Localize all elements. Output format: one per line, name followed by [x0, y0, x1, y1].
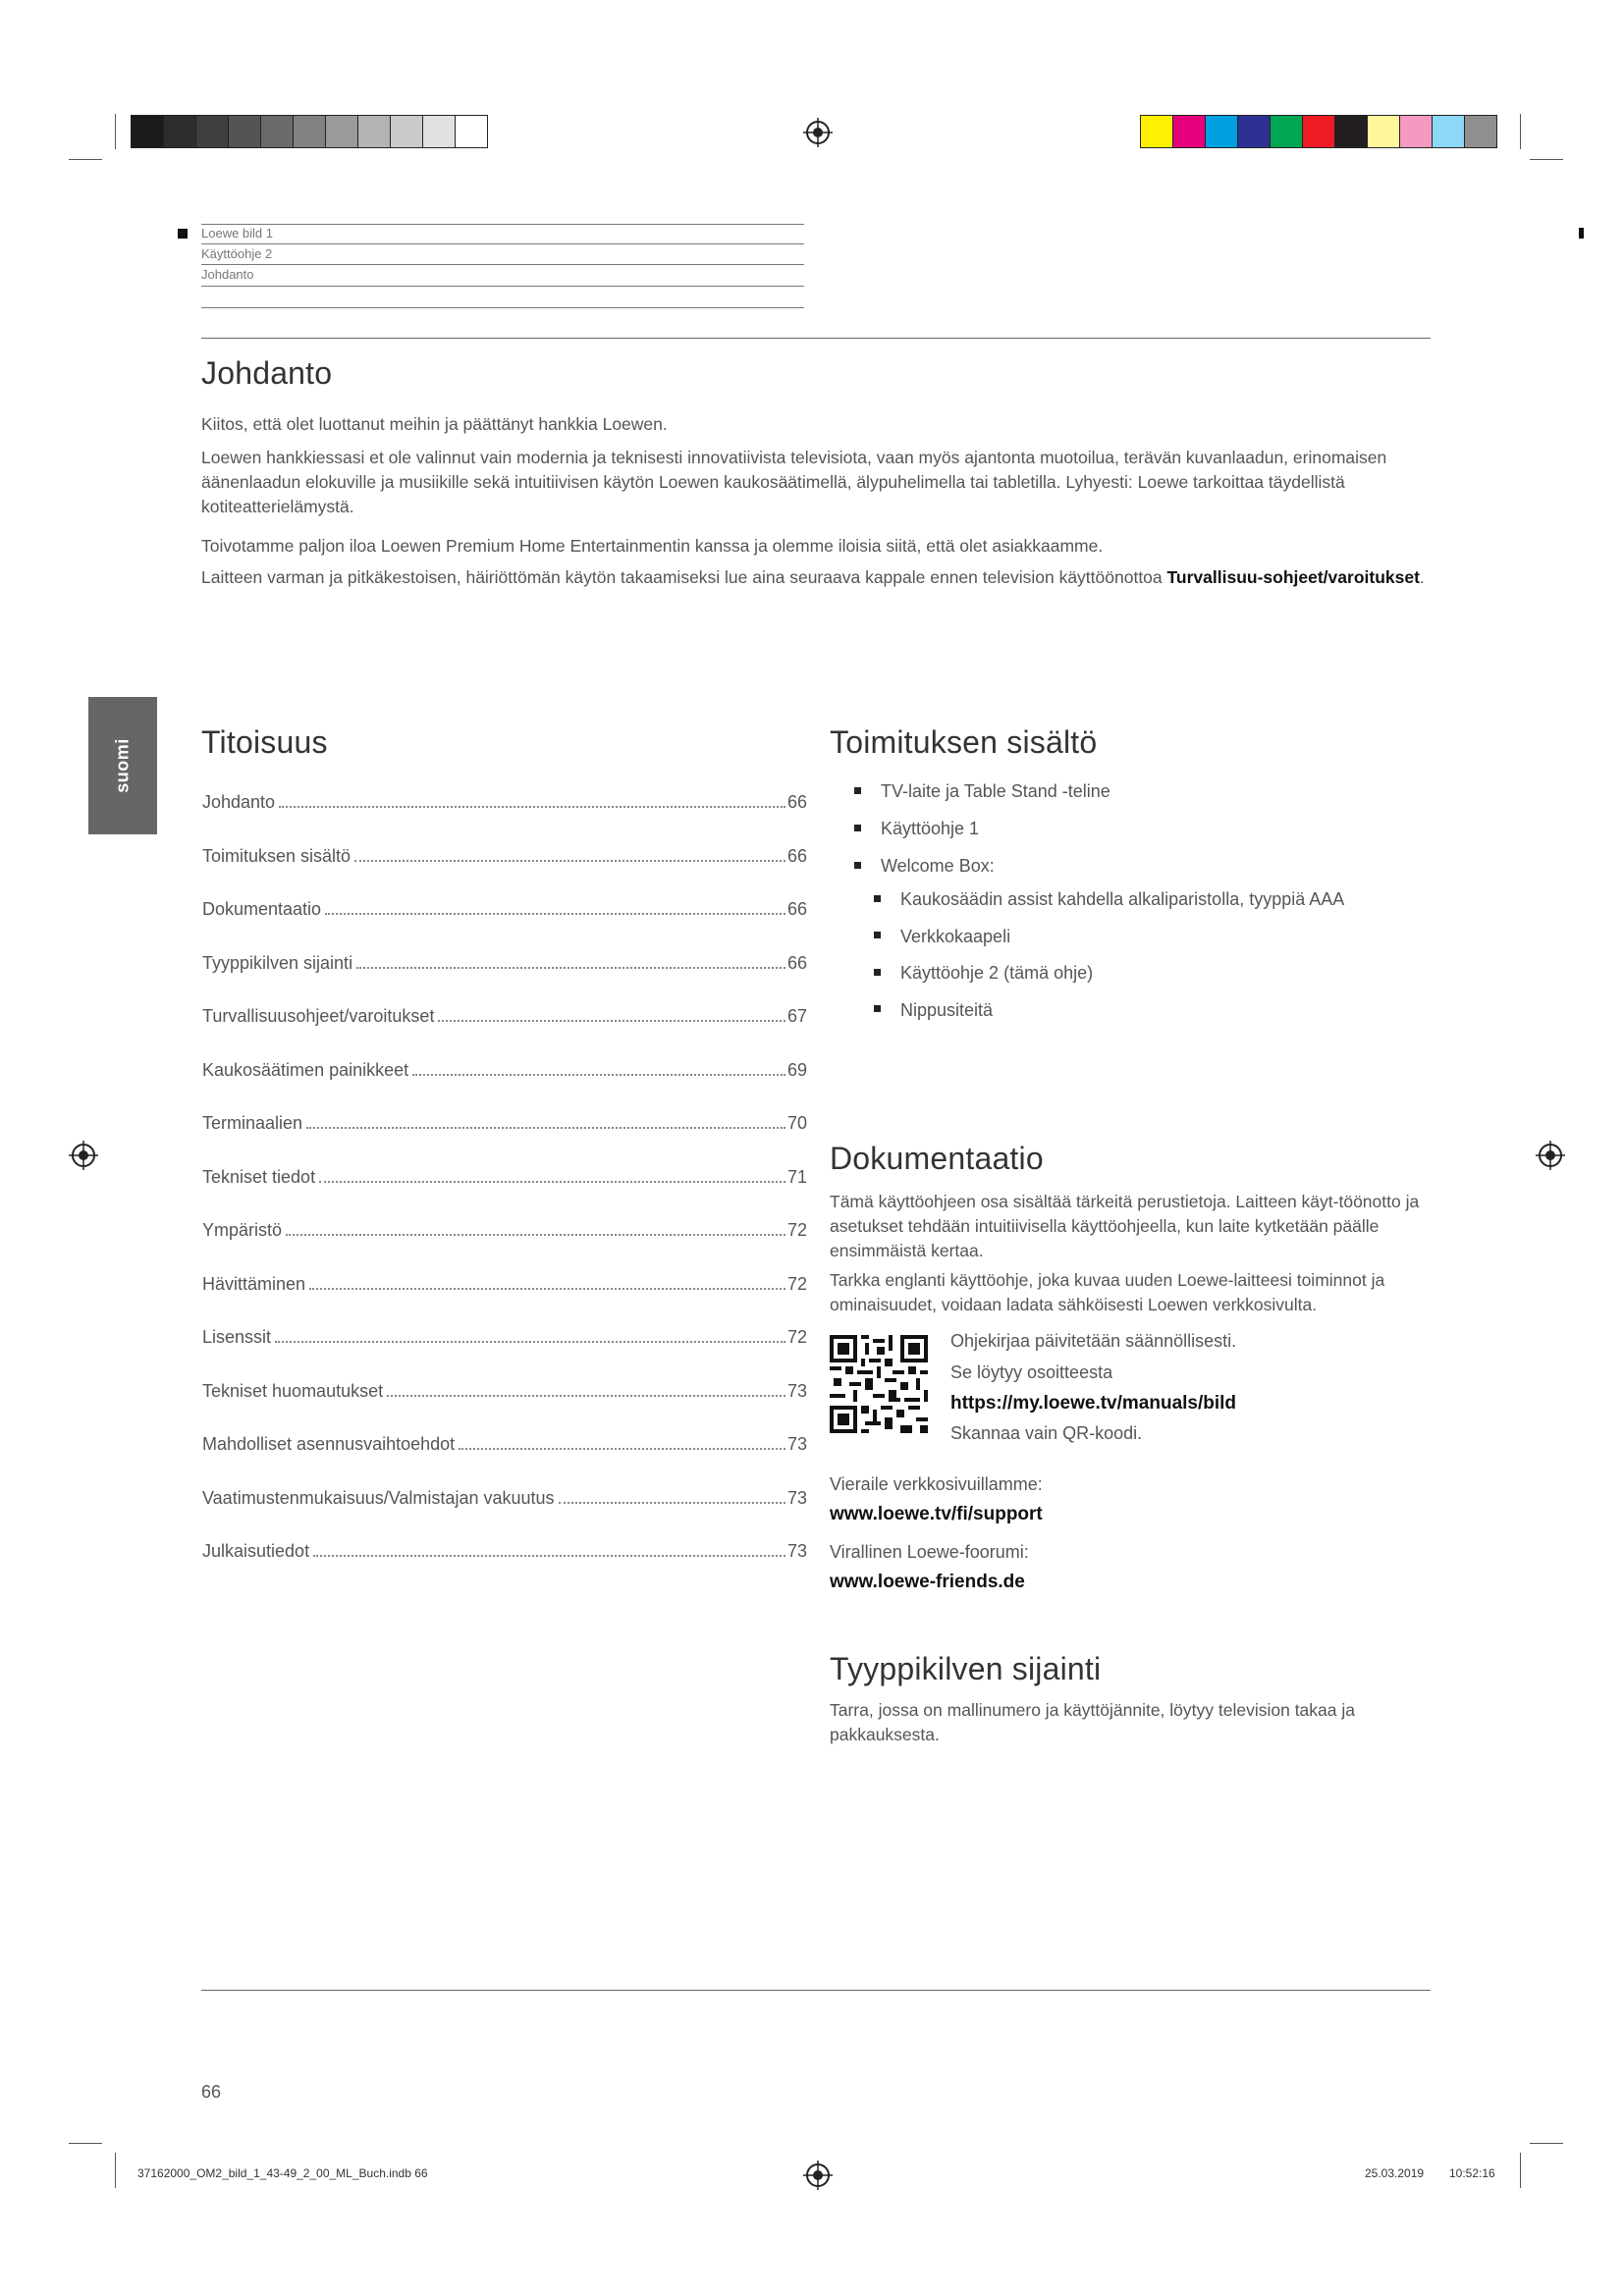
toc-entry-page: 73 — [786, 1541, 807, 1561]
divider — [201, 307, 804, 308]
process-color-swatch — [1465, 116, 1496, 147]
toc-entry-label: Hävittäminen — [202, 1273, 306, 1294]
process-color-swatch — [1433, 116, 1465, 147]
bullet-icon — [874, 969, 881, 976]
toc-entry-label: Turvallisuusohjeet/varoitukset — [202, 1006, 435, 1026]
grayscale-swatch — [423, 116, 456, 147]
toc-entry[interactable] — [202, 948, 807, 974]
toc-entry-page: 66 — [786, 952, 807, 973]
forum-label: Virallinen Loewe-foorumi: — [830, 1542, 1029, 1562]
crop-mark — [1530, 159, 1563, 160]
divider — [201, 243, 804, 244]
toc-entry[interactable] — [202, 841, 807, 867]
toc-leader-dots — [309, 1288, 785, 1290]
toc-entry[interactable] — [202, 1322, 807, 1348]
delivery-subitem-label: Käyttöohje 2 (tämä ohje) — [900, 963, 1094, 983]
toc-entry-label: Lisenssit — [202, 1327, 272, 1347]
delivery-item — [854, 853, 995, 879]
docs-paragraph: Tarkka englanti käyttöohje, joka kuvaa uuden Loewe-laitteesi toiminnot ja ominaisuudet, voidaan ladata sähköisesti Loewen verkkosivulta. — [830, 1270, 1385, 1314]
process-color-swatch — [1271, 116, 1303, 147]
print-file-info: 37162000_OM2_bild_1_43-49_2_00_ML_Buch.indb 66 — [137, 2166, 428, 2180]
manuals-link[interactable]: https://my.loewe.tv/manuals/bild — [950, 1393, 1237, 1414]
toc-entry[interactable] — [202, 1536, 807, 1562]
bullet-icon — [854, 862, 861, 869]
grayscale-swatch — [164, 116, 196, 147]
page-number: 66 — [201, 2082, 222, 2102]
toc-leader-dots — [459, 1448, 785, 1450]
process-color-swatch — [1368, 116, 1400, 147]
qr-code-icon — [830, 1335, 928, 1433]
toc-leader-dots — [354, 860, 785, 862]
toc-entry[interactable] — [202, 1269, 807, 1295]
intro-paragraph: Loewen hankkiessasi et ole valinnut vain modernia ja teknisesti innovatiivista televisiota, vaan myös ajantonta muotoilua, terävän kuvanlaadun, erinomaisen äänenlaadun elokuville ja musiikille sekä intuitiivisen käytön Loewen kaukosäätimellä, älypuhelimella tai tabletilla. Lyhyesti: Loewe tarkoittaa täydellistä kotiteatterielämystä. — [201, 448, 1387, 516]
toc-leader-dots — [306, 1127, 785, 1129]
docs-paragraph: Tämä käyttöohjeen osa sisältää tärkeitä perustietoja. Laitteen käyt-töönotto ja asetukset tehdään intuitiivisella käyttöohjeella, kun laite kytketään päälle ensimmäistä kertaa. — [830, 1192, 1420, 1260]
toc-leader-dots — [319, 1181, 785, 1183]
breadcrumb-item: Johdanto — [201, 267, 254, 282]
grayscale-swatch — [229, 116, 261, 147]
crop-mark — [69, 2143, 102, 2144]
toc-leader-dots — [275, 1341, 785, 1343]
registration-mark-icon — [69, 1141, 98, 1170]
delivery-subitem-label: Verkkokaapeli — [900, 926, 1011, 946]
toc-entry[interactable] — [202, 1001, 807, 1027]
bullet-icon — [874, 932, 881, 938]
grayscale-color-bar — [131, 115, 488, 148]
grayscale-swatch — [132, 116, 164, 147]
toc-entry-label: Vaatimustenmukaisuus/Valmistajan vakuutus — [202, 1487, 555, 1508]
print-time: 10:52:16 — [1449, 2166, 1495, 2180]
toc-entry-page: 72 — [786, 1273, 807, 1294]
bullet-icon — [874, 1005, 881, 1012]
grayscale-swatch — [358, 116, 391, 147]
language-label: suomi — [112, 738, 133, 793]
grayscale-swatch — [326, 116, 358, 147]
toc-leader-dots — [559, 1502, 785, 1504]
toc-entry-page: 70 — [786, 1113, 807, 1133]
toc-entry-page: 72 — [786, 1327, 807, 1347]
delivery-item — [854, 816, 979, 841]
delivery-subitem — [874, 886, 1344, 912]
registration-mark-icon — [1536, 1141, 1565, 1170]
toc-leader-dots — [356, 967, 785, 969]
typeplate-title: Tyyppikilven sijainti — [830, 1651, 1102, 1686]
intro-title: Johdanto — [201, 355, 333, 391]
grayscale-swatch — [456, 116, 487, 147]
divider — [201, 264, 804, 265]
bullet-icon — [854, 787, 861, 794]
intro-text: Laitteen varman ja pitkäkestoisen, häiriöttömän käytön takaamiseksi lue aina seuraava kappale ennen television käyttöönottoa — [201, 567, 1163, 587]
qr-info-text: Skannaa vain QR-koodi. — [950, 1423, 1143, 1443]
crop-mark — [1520, 114, 1521, 149]
toc-entry[interactable] — [202, 1483, 807, 1509]
toc-entry[interactable] — [202, 1055, 807, 1081]
crop-mark — [115, 2153, 116, 2188]
toc-leader-dots — [438, 1020, 785, 1022]
breadcrumb-item: Loewe bild 1 — [201, 226, 273, 240]
grayscale-swatch — [196, 116, 229, 147]
toc-entry-label: Tyyppikilven sijainti — [202, 952, 353, 973]
registration-mark-icon — [803, 2161, 833, 2190]
divider — [201, 286, 804, 287]
delivery-item — [854, 778, 1110, 804]
delivery-title: Toimituksen sisältö — [830, 724, 1098, 760]
process-color-swatch — [1141, 116, 1173, 147]
language-side-tab — [88, 697, 157, 834]
divider — [201, 224, 804, 225]
grayscale-swatch — [261, 116, 294, 147]
delivery-subitem — [874, 997, 993, 1023]
grayscale-swatch — [391, 116, 423, 147]
toc-entry[interactable] — [202, 1215, 807, 1241]
intro-paragraph: Toivotamme paljon iloa Loewen Premium Home Entertainmentin kanssa ja olemme iloisia siitä, että olet asiakkaamme. — [201, 536, 1104, 556]
toc-entry-page: 71 — [786, 1166, 807, 1187]
toc-entry-page: 66 — [786, 792, 807, 812]
bullet-icon — [874, 895, 881, 902]
qr-info-text: Se löytyy osoitteesta — [950, 1362, 1113, 1382]
process-color-swatch — [1238, 116, 1271, 147]
toc-leader-dots — [286, 1234, 785, 1236]
toc-entry-label: Johdanto — [202, 792, 276, 812]
toc-entry-label: Toimituksen sisältö — [202, 845, 352, 866]
toc-entry-page: 67 — [786, 1006, 807, 1026]
toc-entry-label: Julkaisutiedot — [202, 1541, 310, 1561]
toc-entry[interactable] — [202, 894, 807, 920]
toc-entry-label: Terminaalien — [202, 1113, 303, 1133]
toc-entry[interactable] — [202, 787, 807, 813]
crop-mark — [69, 159, 102, 160]
process-color-swatch — [1400, 116, 1433, 147]
bullet-marker — [178, 229, 188, 239]
toc-entry-page: 73 — [786, 1487, 807, 1508]
toc-entry-page: 69 — [786, 1059, 807, 1080]
toc-entry-page: 73 — [786, 1380, 807, 1401]
delivery-item-label: Käyttöohje 1 — [881, 819, 980, 838]
toc-leader-dots — [412, 1074, 785, 1076]
toc-leader-dots — [279, 806, 785, 808]
toc-entry-page: 73 — [786, 1434, 807, 1454]
toc-entry-label: Kaukosäätimen painikkeet — [202, 1059, 409, 1080]
toc-entry-page: 66 — [786, 845, 807, 866]
process-color-swatch — [1303, 116, 1335, 147]
crop-mark — [1520, 2153, 1521, 2188]
toc-leader-dots — [387, 1395, 785, 1397]
safety-link-text: Turvallisuu-sohjeet/varoitukset — [1166, 567, 1420, 587]
edge-marker — [1579, 228, 1584, 239]
delivery-item-label: Welcome Box: — [881, 856, 995, 876]
footer-rule — [201, 1990, 1431, 1991]
toc-entry-label: Ympäristö — [202, 1220, 283, 1240]
support-link[interactable]: www.loewe.tv/fi/support — [830, 1504, 1043, 1524]
toc-entry-label: Dokumentaatio — [202, 899, 322, 919]
toc-entry-label: Tekniset huomautukset — [202, 1380, 384, 1401]
delivery-item-label: TV-laite ja Table Stand -teline — [881, 781, 1110, 801]
grayscale-swatch — [294, 116, 326, 147]
qr-info-text: Ohjekirjaa päivitetään säännöllisesti. — [950, 1331, 1237, 1351]
delivery-subitem — [874, 924, 1010, 949]
intro-paragraph — [201, 565, 1434, 590]
registration-mark-icon — [803, 118, 833, 147]
forum-link[interactable]: www.loewe-friends.de — [830, 1572, 1025, 1592]
delivery-subitem — [874, 960, 1093, 986]
process-color-bar — [1140, 115, 1497, 148]
toc-entry-label: Mahdolliset asennusvaihtoehdot — [202, 1434, 456, 1454]
toc-leader-dots — [313, 1555, 785, 1557]
intro-text: . — [1419, 567, 1425, 587]
process-color-swatch — [1206, 116, 1238, 147]
process-color-swatch — [1335, 116, 1368, 147]
bullet-icon — [854, 825, 861, 831]
toc-leader-dots — [325, 913, 785, 915]
toc-title: Titoisuus — [201, 724, 328, 760]
toc-entry[interactable] — [202, 1162, 807, 1188]
delivery-subitem-label: Nippusiteitä — [900, 999, 994, 1020]
toc-entry-page: 66 — [786, 899, 807, 919]
toc-entry-page: 72 — [786, 1220, 807, 1240]
docs-title: Dokumentaatio — [830, 1141, 1044, 1176]
visit-label: Vieraile verkkosivuillamme: — [830, 1474, 1043, 1494]
crop-mark — [115, 114, 116, 149]
print-date: 25.03.2019 — [1365, 2166, 1425, 2180]
intro-paragraph: Kiitos, että olet luottanut meihin ja päättänyt hankkia Loewen. — [201, 414, 668, 434]
toc-entry-label: Tekniset tiedot — [202, 1166, 316, 1187]
crop-mark — [1530, 2143, 1563, 2144]
breadcrumb-item: Käyttöohje 2 — [201, 246, 273, 261]
header-rule — [201, 338, 1431, 339]
typeplate-text: Tarra, jossa on mallinumero ja käyttöjännite, löytyy television takaa ja pakkauksesta. — [830, 1700, 1355, 1744]
toc-entry[interactable] — [202, 1376, 807, 1402]
toc-entry[interactable] — [202, 1108, 807, 1134]
process-color-swatch — [1173, 116, 1206, 147]
toc-entry[interactable] — [202, 1429, 807, 1455]
delivery-subitem-label: Kaukosäädin assist kahdella alkaliparistolla, tyyppiä AAA — [900, 889, 1345, 909]
